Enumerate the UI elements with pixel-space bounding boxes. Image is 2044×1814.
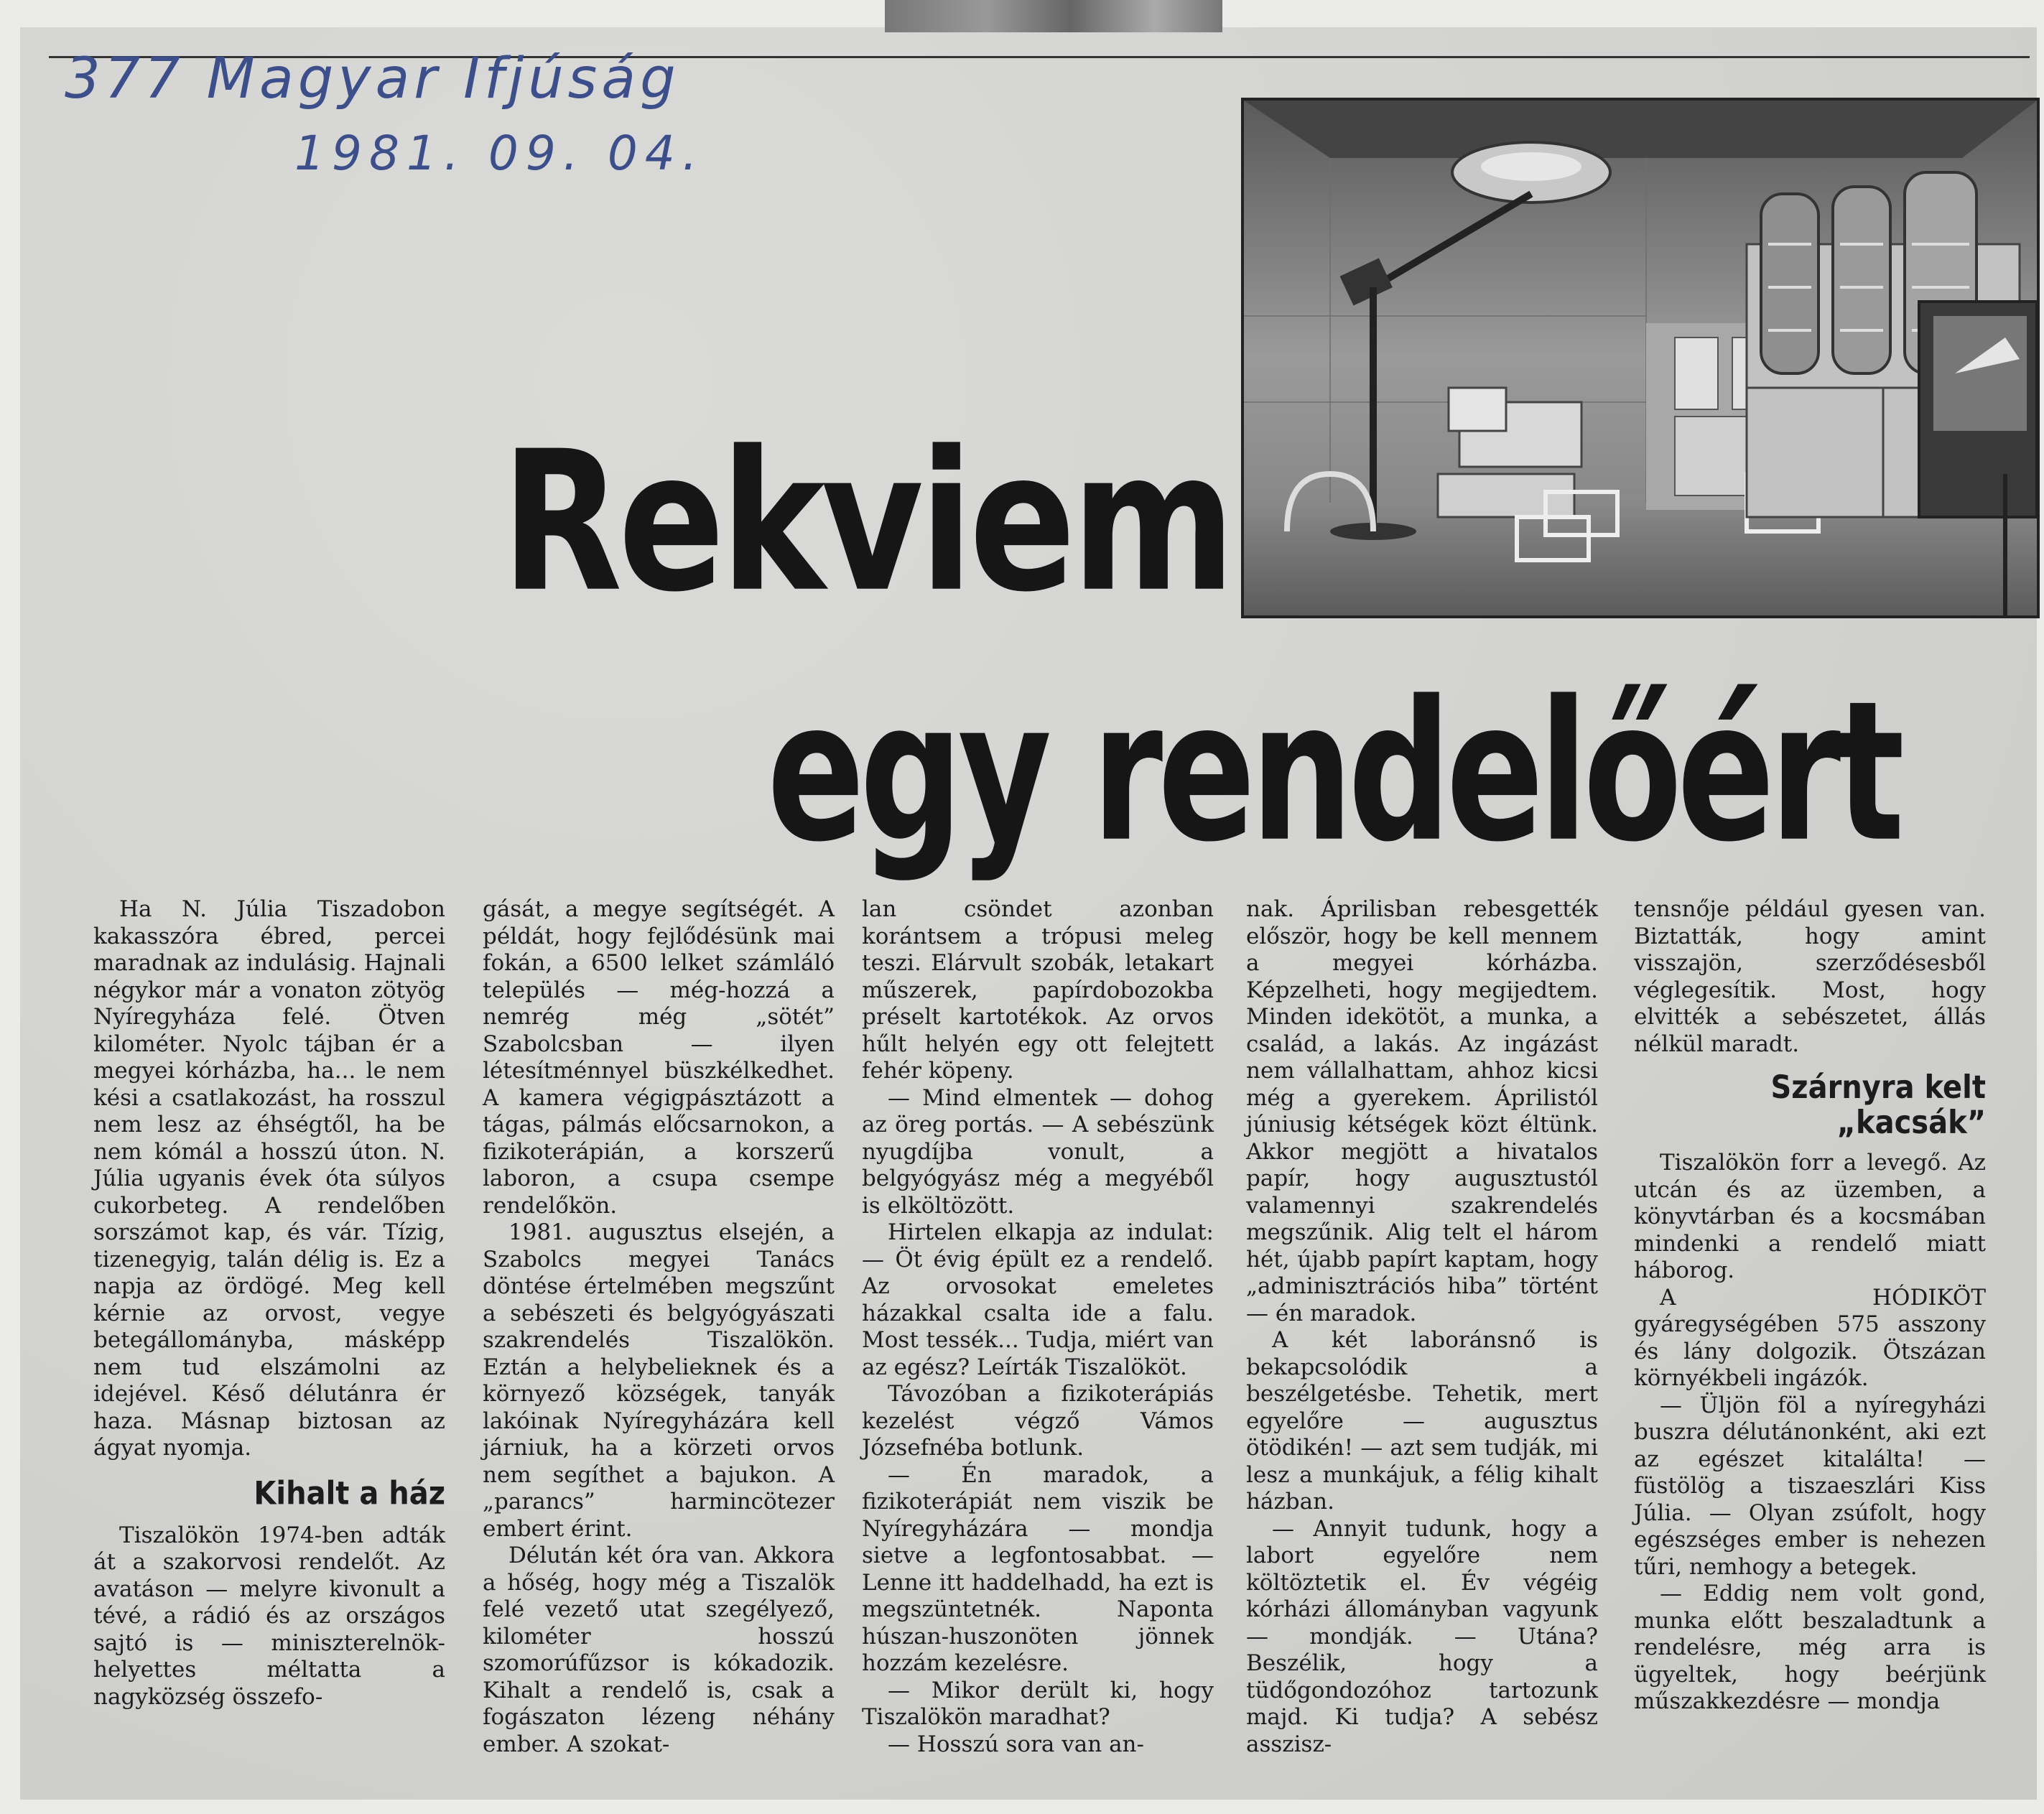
paragraph: Távozóban a fizikoterápiás kezelést végző Vámos Józsefnéba botlunk. bbox=[862, 1381, 1214, 1461]
paragraph: — Hosszú sora van an- bbox=[888, 1731, 1144, 1757]
subheading-kihalt-a-haz: Kihalt a ház bbox=[254, 1474, 445, 1512]
paragraph: — Eddig nem volt gond, munka előtt beszaladtunk a rendelésre, még arra is ügyeltek, hogy beérjünk műszakkezdésre — mondja bbox=[1634, 1581, 1986, 1714]
paragraph: — Mikor derült ki, hogy Tiszalökön maradhat? bbox=[862, 1677, 1214, 1730]
paragraph: A HÓDIKÖT gyáregységében 575 asszony és lány dolgozik. Ötszázan környékbeli ingázók. bbox=[1634, 1284, 1986, 1391]
handwritten-note bbox=[65, 39, 783, 190]
article-column-3 bbox=[862, 896, 1214, 1758]
paragraph: — Mind elmentek — dohog az öreg portás. — A sebészünk nyugdíjba vonult, a belgyógyász még a megyéből is elköltözött. bbox=[862, 1084, 1214, 1219]
paragraph: — Én maradok, a fizikoterápiát nem viszik be Nyíregyházára — mondja sietve a legfontosabbat. — Lenne itt haddelhadd, ha ezt is megszüntetnék. Naponta húszan-huszonöten jönnek hozzám kezelésre. bbox=[862, 1461, 1214, 1676]
clinic-room-photo bbox=[1241, 98, 2040, 618]
paragraph: tensnője például gyesen van. Biztatták, hogy amint visszajön, szerződésesből véglegesítik. Most, hogy elvitték a sebészetet, állás nélkül maradt. bbox=[1634, 896, 1986, 1057]
paragraph: Tiszalökön 1974-ben adták át a szakorvosi rendelőt. Az avatáson — melyre kivonult a tévé, a rádió és az országos sajtó is — miniszterelnök-helyettes méltatta a nagyközség összefo- bbox=[93, 1522, 445, 1710]
headline-line-1: Rekviem bbox=[501, 409, 1232, 635]
paragraph: Tiszalökön forr a levegő. Az utcán és az üzemben, a könyvtárban és a kocsmában mindenki a rendelő miatt háborog. bbox=[1634, 1150, 1986, 1283]
clinic-room-illustration bbox=[1244, 101, 2037, 615]
handwritten-source: 377 Magyar Ifjúság bbox=[65, 47, 680, 111]
article-column-4 bbox=[1246, 896, 1598, 1758]
article-column-1 bbox=[93, 896, 445, 1711]
article-column-5 bbox=[1634, 896, 1986, 1716]
paragraph: Ha N. Júlia Tiszadobon kakasszóra ébred, percei maradnak az indulásig. Hajnali négykor már a vonaton zötyög Nyíregyháza felé. Ötven kilométer. Nyolc tájban ér a megyei kórházba, ha... le nem kési a csatlakozást, ha rosszul nem lesz az éhségtől, ha be nem kómál a hosszú úton. N. Júlia ugyanis évek óta súlyos cukorbeteg. A rendelőben sorszámot kap, és vár. Tízig, tizenegyig, talán délig is. Ez a napja az ördögé. Meg kell kérnie az orvost, vegye betegállományba, másképp nem tud elszámolni az idejével. Késő délutánra ér haza. Másnap biztosan az ágyat nyomja. bbox=[93, 896, 445, 1461]
paragraph: lan csöndet azonban korántsem a trópusi meleg teszi. Elárvult szobák, letakart műszerek, papírdobozokba préselt kartotékok. Az orvos hűlt helyén egy ott felejtett fehér köpeny. bbox=[862, 896, 1214, 1084]
paragraph: — Annyit tudunk, hogy a labort egyelőre nem költöztetik el. Év végéig kórházi állományban vagyunk — mondják. — Utána? Beszélik, hogy a tüdőgondozóhoz tartozunk majd. Ki tudja? A sebész asszisz- bbox=[1246, 1515, 1598, 1757]
paragraph: Délután két óra van. Akkora a hőség, hogy még a Tiszalök felé vezető utat szegélyező, kilométer hosszú szomorúfűzsor is kókadozik. Kihalt a rendelő is, csak a fogászaton lézeng néhány ember. A szokat- bbox=[483, 1543, 835, 1757]
paragraph: 1981. augusztus elsején, a Szabolcs megyei Tanács döntése értelmében megszűnt a sebészeti és belgyógyászati szakrendelés Tiszalökön. Eztán a helybelieknek és a környező községek, tanyák lakóinak Nyíregyházára kell járniuk, ha a körzeti orvos nem segíthet a bajukon. A „parancs” harmincötezer embert érint. bbox=[483, 1219, 835, 1542]
paragraph: gását, a megye segítségét. A példát, hogy fejlődésünk mai fokán, a 6500 lelket számláló település — még-hozzá a nemrég még „sötét” Szabolcsban — ilyen létesítménnyel büszkélkedhet. A kamera végigpásztázott a tágas, pálmás előcsarnokon, a fizikoterápián, a korszerű laboron, a csupa csempe rendelőkön. bbox=[483, 896, 835, 1219]
paragraph: — Üljön föl a nyíregyházi buszra délutánonként, aki ezt az egészet kitalálta! — füstölög a tiszaeszlári Kiss Júlia. — Olyan zsúfolt, hogy egészséges ember is nehezen tűri, nemhogy a betegek. bbox=[1634, 1392, 1986, 1580]
paragraph: nak. Áprilisban rebesgették először, hogy be kell mennem a megyei kórházba. Képzelheti, hogy megijedtem. Minden idekötöt, a munka, a család, a lakás. Az ingázást nem vállalhattam, ahhoz kicsi még a gyerekem. Áprilistól júniusig kétségek közt éltünk. Akkor megjött a hivatalos papír, hogy augusztustól valamennyi szakrendelés megszűnik. Alig telt el három hét, újabb papírt kaptam, hogy „adminisztrációs hiba” történt — én maradok. bbox=[1246, 896, 1598, 1326]
article-column-2 bbox=[483, 896, 835, 1758]
subheading-szarnyra-kelt-kacsak: Szárnyra kelt „kacsák” bbox=[1770, 1069, 1986, 1142]
top-photo-strip bbox=[885, 0, 1222, 32]
paragraph: A két laboránsnő is bekapcsolódik a beszélgetésbe. Tehetik, mert egyelőre — augusztus ötödikén! — azt sem tudják, mi lesz a munkájuk, a félig kihalt házban. bbox=[1246, 1327, 1598, 1515]
headline-line-2: egy rendelőért bbox=[767, 659, 1900, 885]
paragraph: Hirtelen elkapja az indulat: — Öt évig épült ez a rendelő. Az orvosokat emeletes házakkal csalta ide a falu. Most tessék... Tudja, miért van az egész? Leírták Tiszalököt. bbox=[862, 1219, 1214, 1380]
handwritten-date: 1981. 09. 04. bbox=[294, 126, 705, 181]
